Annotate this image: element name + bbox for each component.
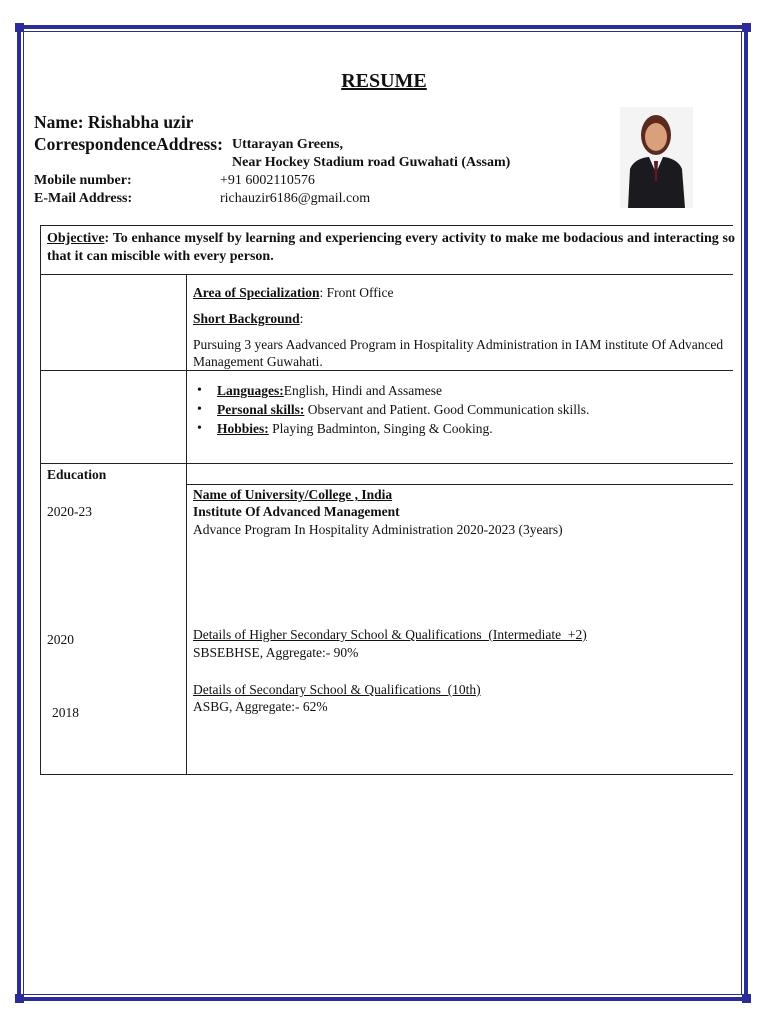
education-title: Details of Higher Secondary School & Qualifications (Intermediate +2) <box>193 627 587 642</box>
skill-label: Personal skills: <box>217 402 305 417</box>
education-detail: SBSEBHSE, Aggregate:- 90% <box>193 645 359 660</box>
skill-text: Playing Badminton, Singing & Cooking. <box>268 421 493 436</box>
address-line-1: Uttarayan Greens, <box>232 137 343 152</box>
mobile-label: Mobile number: <box>34 173 132 188</box>
background-text: Pursuing 3 years Aadvanced Program in Hospitality Administration in IAM institute Of Advanced Management Guwahati. <box>193 337 724 369</box>
education-year: 2018 <box>52 705 79 720</box>
border-corner <box>15 23 24 32</box>
address-label: CorrespondenceAddress: <box>34 134 223 154</box>
education-title: Details of Secondary School & Qualifications (10th) <box>193 682 481 697</box>
name-line: Name: Rishabha uzir <box>34 112 194 132</box>
education-title: Name of University/College , India <box>193 487 393 502</box>
education-year: 2020-23 <box>47 504 92 519</box>
skills-list <box>193 381 733 438</box>
objective-text: : To enhance myself by learning and experiencing every activity to make me bodacious and interacting so that it can miscible with every person. <box>47 231 735 264</box>
education-detail: ASBG, Aggregate:- 62% <box>193 699 328 714</box>
resume-title: RESUME <box>341 70 427 92</box>
skill-label: Hobbies: <box>217 421 269 436</box>
address-line-2: Near Hockey Stadium road Guwahati (Assam) <box>232 155 511 170</box>
specialization <box>193 284 393 301</box>
list-item <box>193 419 733 438</box>
mobile-value: +91 6002110576 <box>220 173 315 188</box>
objective <box>47 230 735 266</box>
skill-label: Languages: <box>217 383 284 398</box>
specialization-value: : Front Office <box>319 285 394 300</box>
email-label: E-Mail Address: <box>34 191 133 206</box>
list-item <box>193 400 733 419</box>
education-institute: Institute Of Advanced Management <box>193 504 400 519</box>
profile-photo <box>620 107 693 208</box>
education-year: 2020 <box>47 632 74 647</box>
border-corner <box>15 994 24 1003</box>
objective-label: Objective <box>47 231 105 246</box>
skill-text: English, Hindi and Assamese <box>283 383 443 398</box>
list-item <box>193 381 733 400</box>
specialization-label: Area of Specialization <box>193 285 320 300</box>
background-heading <box>193 310 303 327</box>
education-program: Advance Program In Hospitality Administration 2020-2023 (3years) <box>193 522 563 537</box>
email-value: richauzir6186@gmail.com <box>220 191 371 206</box>
border-corner <box>742 994 751 1003</box>
background-label: Short Background <box>193 311 300 326</box>
border-corner <box>742 23 751 32</box>
skill-text: Observant and Patient. Good Communication skills. <box>304 402 590 417</box>
education-heading: Education <box>47 467 107 482</box>
background-colon: : <box>299 311 304 326</box>
